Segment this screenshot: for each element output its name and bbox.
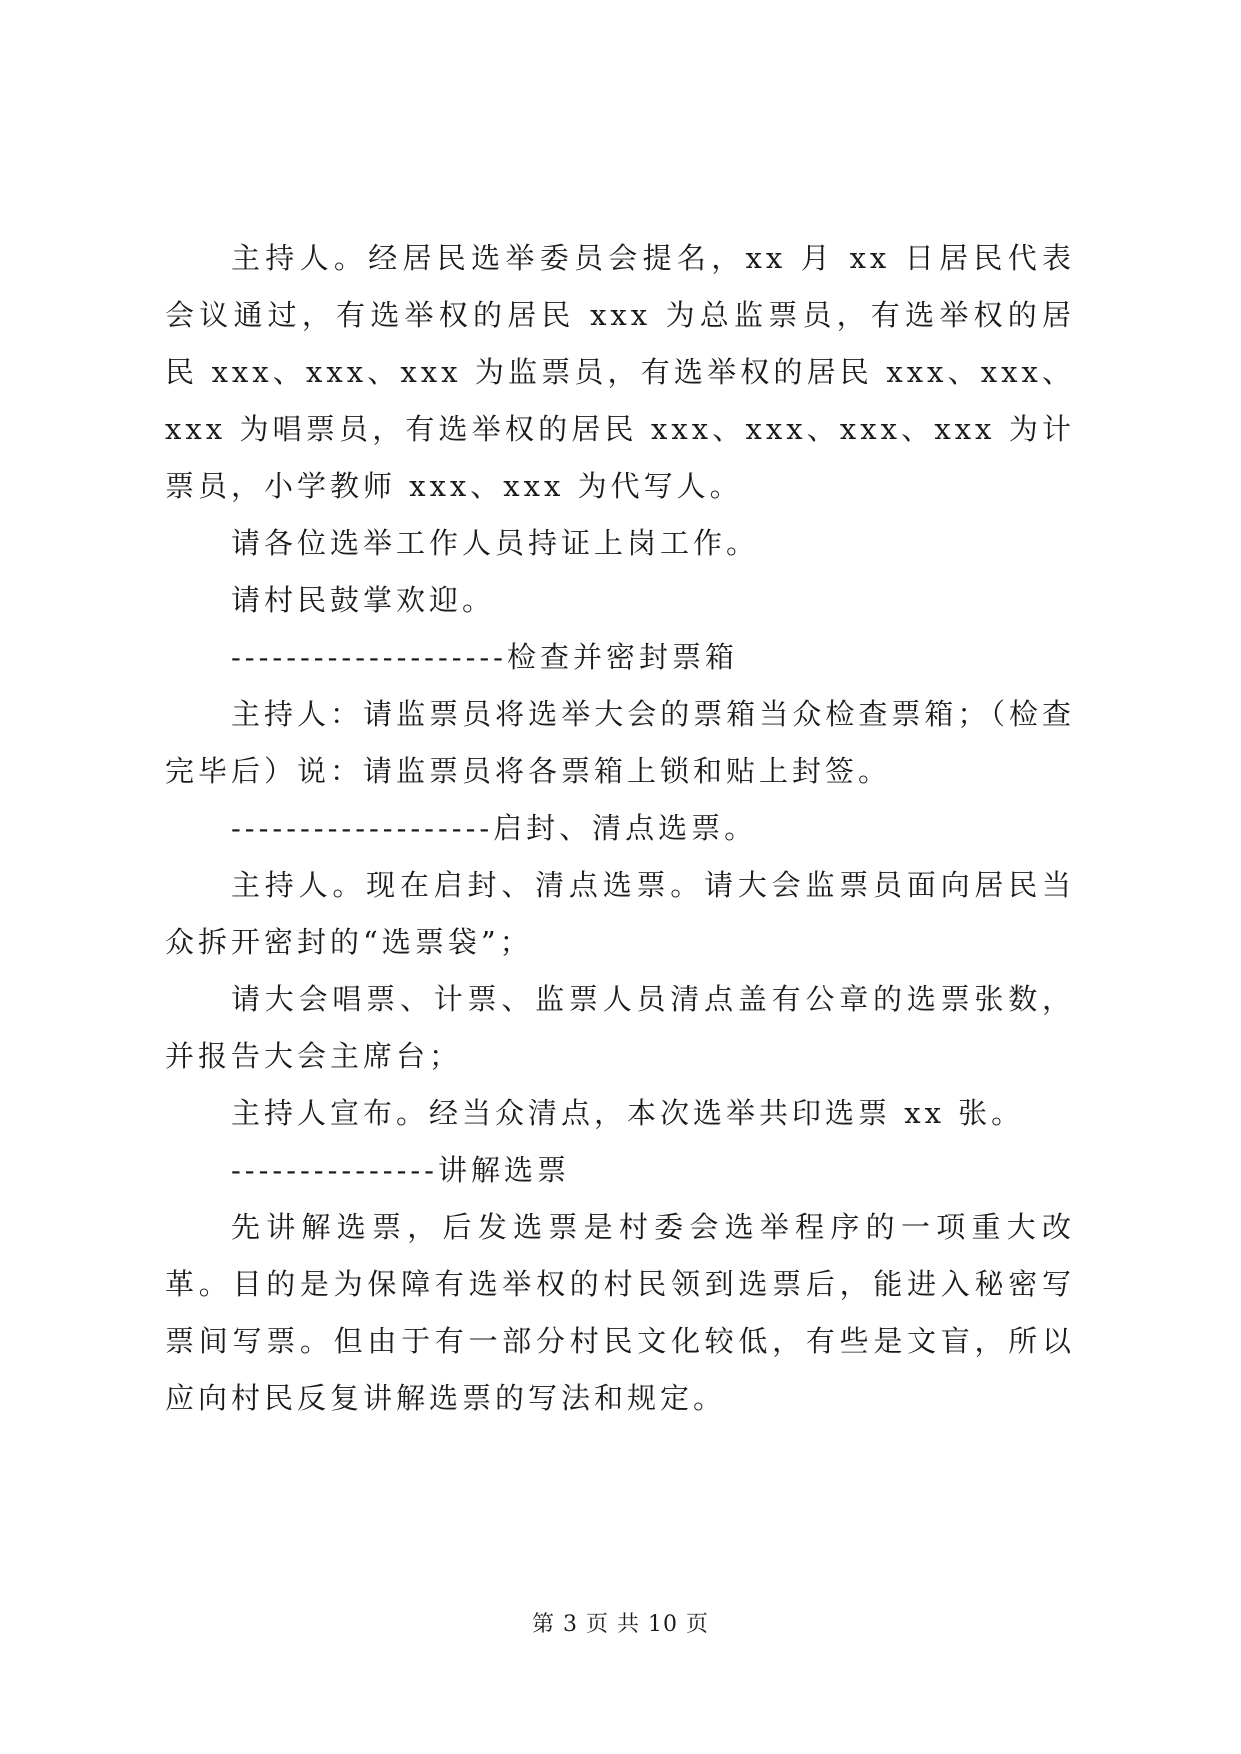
section-heading-explain-ballot: ---------------讲解选票 <box>231 1153 570 1187</box>
paragraph-staff-on-duty: 请各位选举工作人员持证上岗工作。 <box>231 526 760 560</box>
paragraph-count-ballots: 请大会唱票、计票、监票人员清点盖有公章的选票张数，并报告大会主席台； <box>165 982 1075 1073</box>
paragraph-applause: 请村民鼓掌欢迎。 <box>231 583 496 617</box>
paragraph-check-ballot-box: 主持人：请监票员将选举大会的票箱当众检查票箱；（检查完毕后）说：请监票员将各票箱上锁和贴上封签。 <box>165 697 1075 788</box>
paragraph-announce-ballot-count: 主持人宣布。经当众清点，本次选举共印选票 xx 张。 <box>231 1096 1025 1130</box>
section-heading-open-count-ballots: -------------------启封、清点选票。 <box>231 811 758 845</box>
paragraph-staff-appointment: 主持人。经居民选举委员会提名，xx 月 xx 日居民代表会议通过，有选举权的居民 xxx 为总监票员，有选举权的居民 xxx、xxx、xxx 为监票员，有选举权的居民 xxx、xxx、xxx 为唱票员，有选举权的居民 xxx、xxx、xxx、xxx 为计票员，小学教师 xxx、xxx 为代写人。 <box>165 241 1075 503</box>
paragraph-open-ballot-bag: 主持人。现在启封、清点选票。请大会监票员面向居民当众拆开密封的“选票袋”； <box>165 868 1075 959</box>
paragraph-explain-ballot: 先讲解选票，后发选票是村委会选举程序的一项重大改革。目的是为保障有选举权的村民领到选票后，能进入秘密写票间写票。但由于有一部分村民文化较低，有些是文盲，所以应向村民反复讲解选票的写法和规定。 <box>165 1210 1075 1415</box>
page-number-footer: 第 3 页 共 10 页 <box>532 1612 709 1637</box>
document-body <box>165 230 1075 1427</box>
section-heading-check-ballot-box: --------------------检查并密封票箱 <box>231 640 738 674</box>
